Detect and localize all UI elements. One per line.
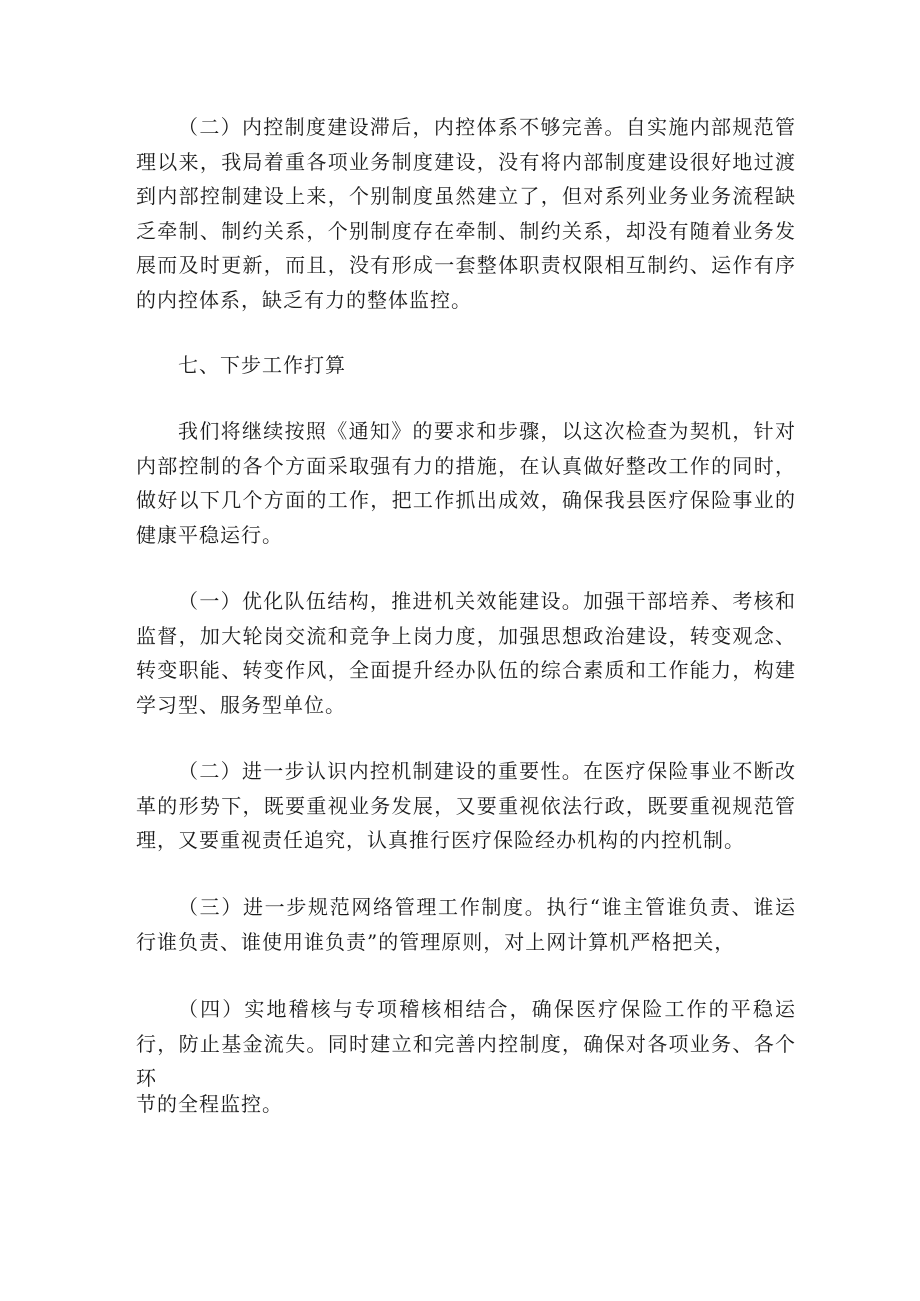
paragraph-item-four: （四）实地稽核与专项稽核相结合，确保医疗保险工作的平稳运行，防止基金流失。同时建立和完善内控制度，确保对各项业务、各个环 xyxy=(136,997,796,1090)
paragraph-internal-control-lag: （二）内控制度建设滞后，内控体系不够完善。自实施内部规范管理以来，我局着重各项业务制度建设，没有将内部制度建设很好地过渡到内部控制建设上来，个别制度虽然建立了，但对系列业务业务流程缺乏牵制、制约关系，个别制度存在牵制、制约关系，却没有随着业务发展而及时更新，而且，没有形成一套整体职责权限相互制约、运作有序的内控体系，缺乏有力的整体监控。 xyxy=(136,115,796,312)
paragraph-item-three: （三）进一步规范网络管理工作制度。执行“谁主管谁负责、谁运行谁负责、谁使用谁负责”的管理原则，对上网计算机严格把关， xyxy=(136,895,796,954)
paragraph-item-four-continued: 节的全程监控。 xyxy=(136,1092,283,1116)
section-heading-next-steps: 七、下步工作打算 xyxy=(178,353,346,377)
paragraph-item-two: （二）进一步认识内控机制建设的重要性。在医疗保险事业不断改革的形势下，既要重视业务发展，又要重视依法行政，既要重视规范管理，又要重视责任追究，认真推行医疗保险经办机构的内控机制。 xyxy=(136,759,796,852)
paragraph-item-one: （一）优化队伍结构，推进机关效能建设。加强干部培养、考核和监督，加大轮岗交流和竞争上岗力度，加强思想政治建设，转变观念、转变职能、转变作风，全面提升经办队伍的综合素质和工作能力，构建学习型、服务型单位。 xyxy=(136,589,796,717)
paragraph-intro-next-steps: 我们将继续按照《通知》的要求和步骤，以这次检查为契机，针对内部控制的各个方面采取强有力的措施，在认真做好整改工作的同时，做好以下几个方面的工作，把工作抓出成效，确保我县医疗保险事业的健康平稳运行。 xyxy=(136,419,796,547)
